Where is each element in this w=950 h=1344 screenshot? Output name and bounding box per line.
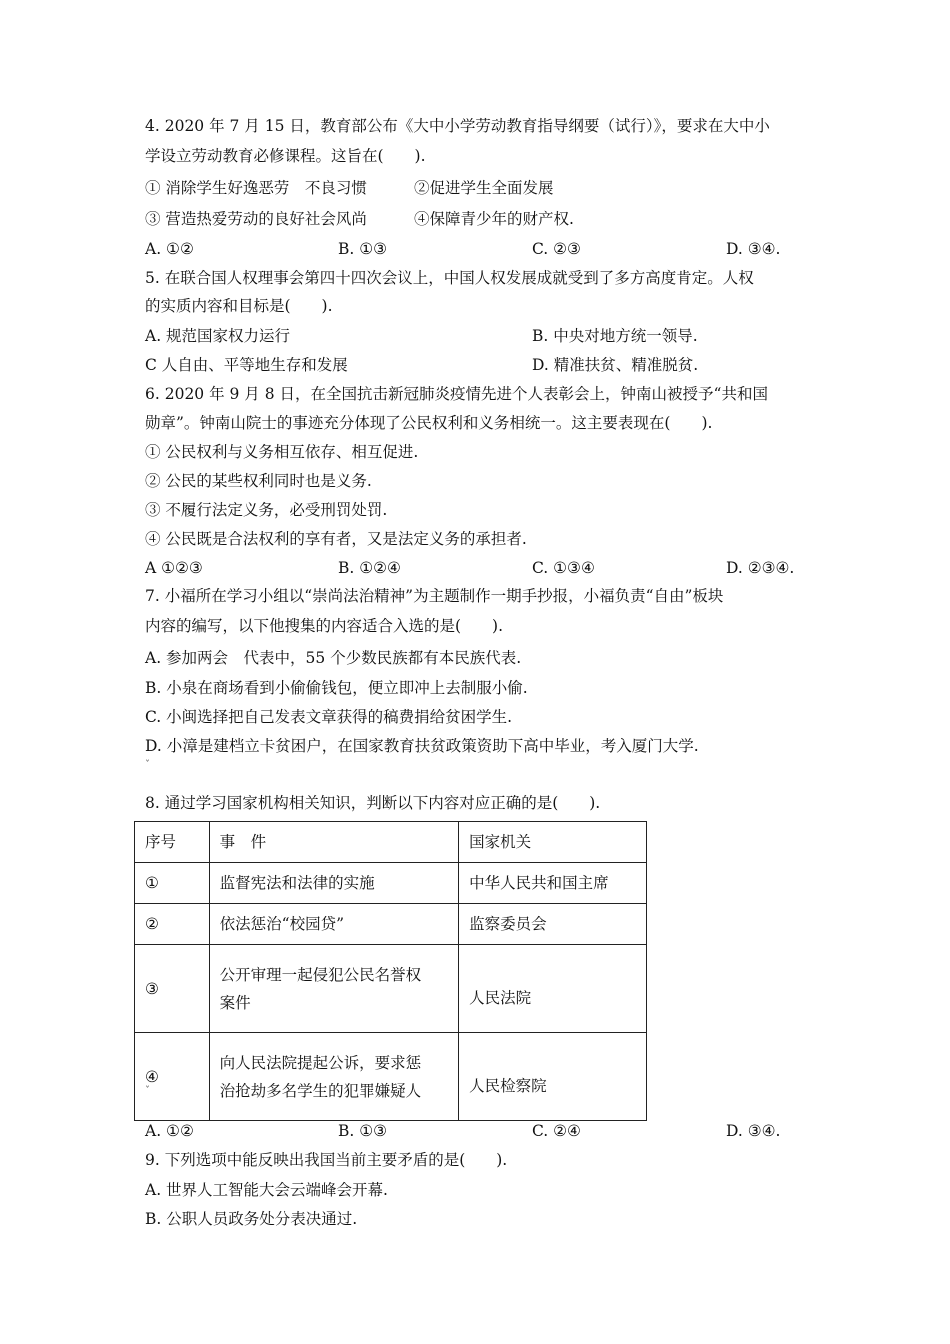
row-event-line2: 治抢劫多名学生的犯罪嫌疑人 (219, 1081, 422, 1100)
q6-option-a: A ①②③ (145, 559, 203, 577)
row-number: ① (135, 863, 210, 904)
row-event-line2: 案件 (219, 993, 251, 1012)
q4-statement-3: ③ 营造热爱劳动的良好社会风尚 (145, 210, 367, 228)
q6-option-c: C. ①③④ (532, 559, 595, 577)
q4-stem-line2: 学设立劳动教育必修课程。这旨在( ). (145, 147, 426, 165)
q5-stem-line2: 的实质内容和目标是( ). (145, 297, 333, 315)
q8-option-b: B. ①③ (338, 1122, 388, 1140)
q4-option-c: C. ②③ (532, 240, 581, 258)
row-event-line1: 向人民法院提起公诉，要求惩 (219, 1053, 422, 1072)
paragraph-mark: ˇ (145, 1086, 150, 1097)
table-row (135, 863, 647, 904)
q7-option-d: D. 小漳是建档立卡贫困户，在国家教育扶贫政策资助下高中毕业，考入厦门大学. (145, 737, 699, 755)
row-organ: 中华人民共和国主席 (459, 863, 647, 904)
q8-option-d: D. ③④. (726, 1122, 781, 1140)
header-event: 事 件 (209, 822, 459, 863)
row-event-line1: 公开审理一起侵犯公民名誉权 (219, 965, 422, 984)
q7-option-c: C. 小闽选择把自己发表文章获得的稿费捐给贫困学生. (145, 708, 513, 726)
row-event: 依法惩治“校园贷” (209, 904, 459, 945)
row-event: 监督宪法和法律的实施 (209, 863, 459, 904)
q5-option-b: B. 中央对地方统一领导. (532, 327, 698, 345)
q5-option-c: C 人自由、平等地生存和发展 (145, 356, 348, 374)
q4-option-d: D. ③④. (726, 240, 781, 258)
header-number: 序号 (135, 822, 210, 863)
q7-option-b: B. 小泉在商场看到小偷偷钱包，便立即冲上去制服小偷. (145, 679, 528, 697)
row-number: ② (135, 904, 210, 945)
q9-option-a: A. 世界人工智能大会云端峰会开幕. (145, 1181, 388, 1199)
table-row (135, 945, 647, 1033)
q5-option-d: D. 精准扶贫、精准脱贫. (532, 356, 699, 374)
q6-stem-line1: 6. 2020 年 9 月 8 日，在全国抗击新冠肺炎疫情先进个人表彰会上，钟南山被授予“共和国 (145, 385, 768, 403)
table-row (135, 1033, 647, 1121)
q8-table (134, 821, 647, 1121)
q8-option-c: C. ②④ (532, 1122, 581, 1140)
paragraph-mark: ˇ (145, 760, 150, 771)
row-organ: 人民法院 (459, 945, 647, 1033)
row-organ: 人民检察院 (459, 1033, 647, 1121)
q4-statement-4: ④保障青少年的财产权. (414, 210, 574, 228)
q6-option-b: B. ①②④ (338, 559, 401, 577)
q6-statement-4: ④ 公民既是合法权利的享有者，又是法定义务的承担者. (145, 530, 527, 548)
q4-option-a: A. ①② (145, 240, 194, 258)
q7-stem-line1: 7. 小福所在学习小组以“崇尚法治精神”为主题制作一期手抄报，小福负责“自由”板块 (145, 587, 724, 605)
q8-stem: 8. 通过学习国家机构相关知识，判断以下内容对应正确的是( ). (145, 794, 601, 812)
row-organ: 监察委员会 (459, 904, 647, 945)
q9-stem: 9. 下列选项中能反映出我国当前主要矛盾的是( ). (145, 1151, 508, 1169)
row-number: ④ (135, 1033, 210, 1121)
q4-statement-1: ① 消除学生好逸恶劳 不良习惯 (145, 179, 367, 197)
q4-option-b: B. ①③ (338, 240, 388, 258)
header-organ: 国家机关 (459, 822, 647, 863)
q6-stem-line2: 勋章”。钟南山院士的事迹充分体现了公民权利和义务相统一。这主要表现在( ). (145, 414, 713, 432)
q4-stem-line1: 4. 2020 年 7 月 15 日，教育部公布《大中小学劳动教育指导纲要（试行）》，要求在大中小 (145, 117, 770, 135)
q6-statement-1: ① 公民权利与义务相互依存、相互促进. (145, 443, 419, 461)
q6-statement-2: ② 公民的某些权利同时也是义务. (145, 472, 372, 490)
q6-statement-3: ③ 不履行法定义务，必受刑罚处罚. (145, 501, 388, 519)
q6-option-d: D. ②③④. (726, 559, 795, 577)
q9-option-b: B. 公职人员政务处分表决通过. (145, 1210, 358, 1228)
table-row (135, 904, 647, 945)
table-header-row (135, 822, 647, 863)
row-event (209, 945, 459, 1033)
q5-stem-line1: 5. 在联合国人权理事会第四十四次会议上，中国人权发展成就受到了多方高度肯定。人权 (145, 269, 754, 287)
q7-option-a: A. 参加两会 代表中，55 个少数民族都有本民族代表. (145, 649, 522, 667)
q5-option-a: A. 规范国家权力运行 (145, 327, 291, 345)
q7-stem-line2: 内容的编写，以下他搜集的内容适合入选的是( ). (145, 617, 504, 635)
row-event (209, 1033, 459, 1121)
q8-option-a: A. ①② (145, 1122, 194, 1140)
q4-statement-2: ②促进学生全面发展 (414, 179, 554, 197)
row-number: ③ (135, 945, 210, 1033)
